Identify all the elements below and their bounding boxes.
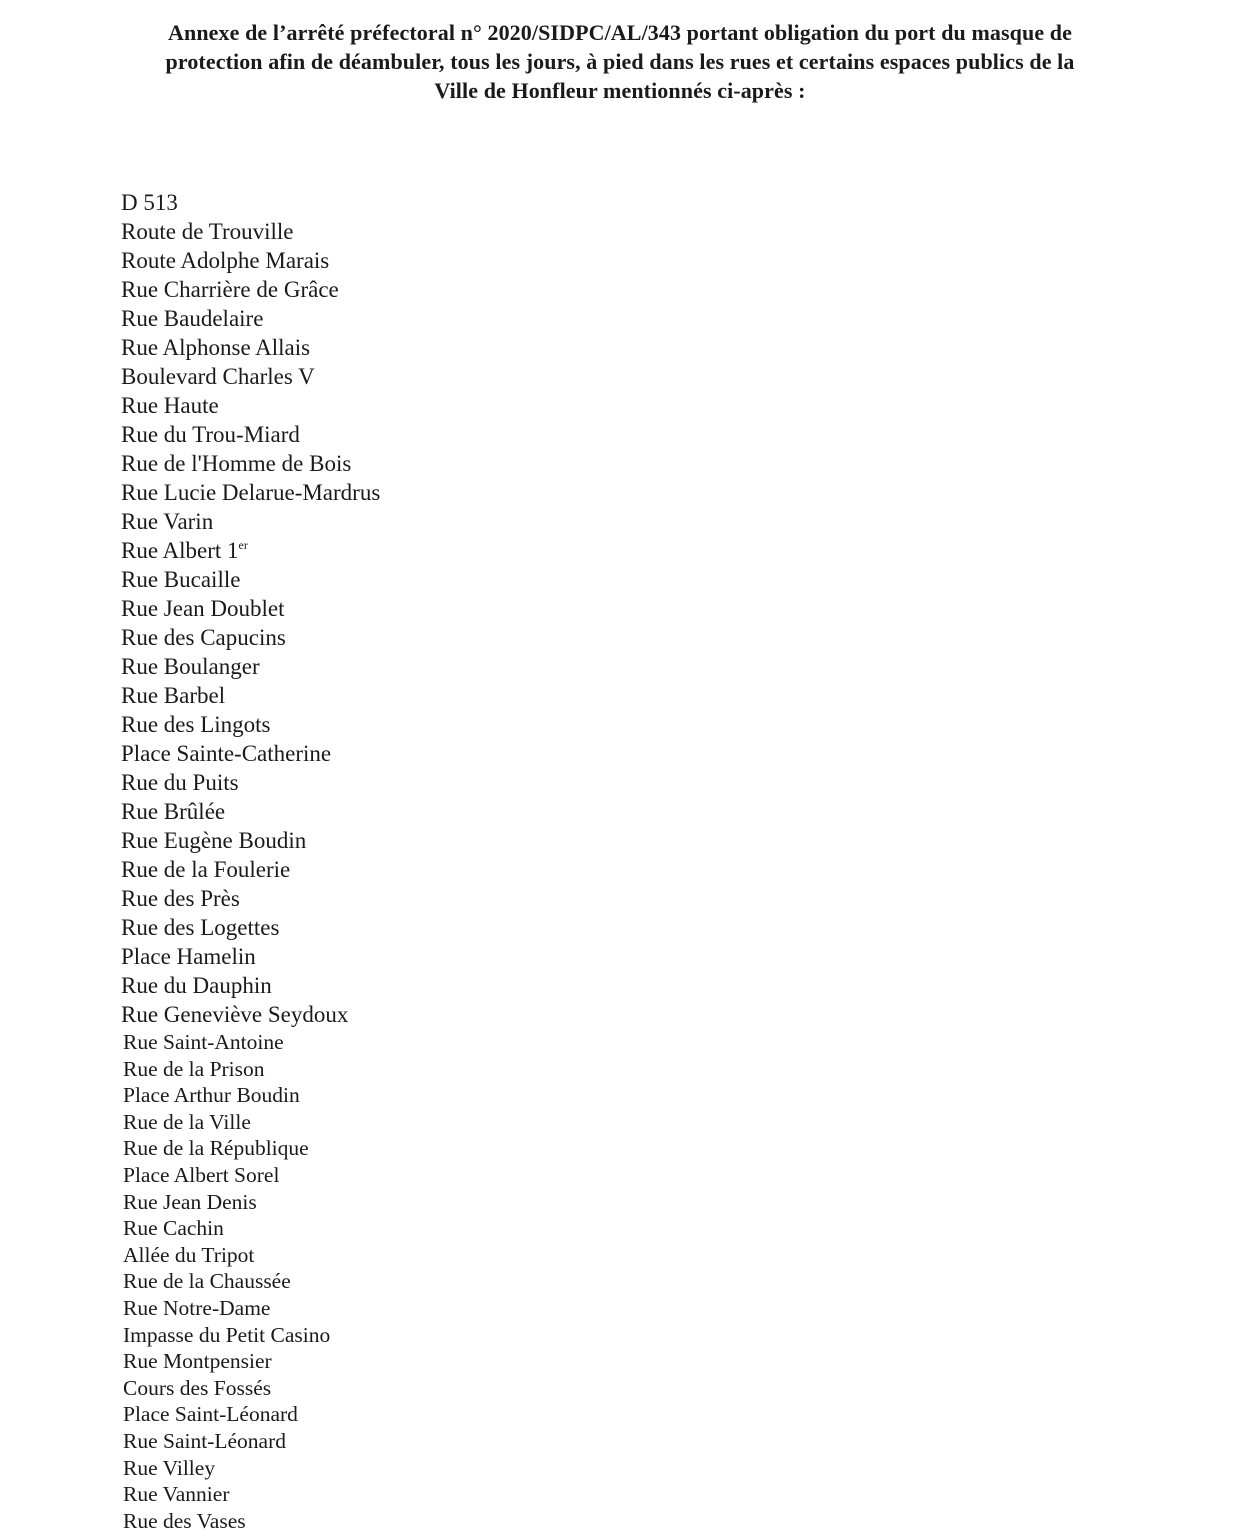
street-item xyxy=(121,1295,380,1322)
title-line-1: Annexe de l’arrêté préfectoral n° 2020/SIDPC/AL/343 portant obligation du port du masque de xyxy=(168,20,1072,45)
street-name: Rue de la Chaussée xyxy=(123,1269,291,1294)
street-name: Rue des Près xyxy=(121,886,240,911)
street-item xyxy=(121,275,380,304)
street-name: D 513 xyxy=(121,190,178,215)
street-name: Rue Cachin xyxy=(123,1216,224,1241)
street-name: Rue Villey xyxy=(123,1455,216,1480)
street-name: Rue du Trou-Miard xyxy=(121,422,300,447)
street-name: Rue des Vases xyxy=(123,1508,246,1533)
street-name: Route Adolphe Marais xyxy=(121,248,330,273)
street-item xyxy=(121,1348,380,1375)
street-item xyxy=(121,1268,380,1295)
street-item xyxy=(121,884,380,913)
street-name: Rue Jean Denis xyxy=(123,1189,257,1214)
street-name: Rue Lucie Delarue-Mardrus xyxy=(121,480,381,505)
street-name: Place Sainte-Catherine xyxy=(121,741,332,766)
street-item xyxy=(121,1029,380,1056)
street-item xyxy=(121,855,380,884)
document-title xyxy=(100,18,1140,105)
street-item xyxy=(121,1322,380,1349)
street-name: Boulevard Charles V xyxy=(121,364,315,389)
street-name: Rue Albert 1 xyxy=(121,538,239,563)
street-item xyxy=(121,333,380,362)
street-name: Rue Saint-Léonard xyxy=(123,1428,286,1453)
street-item xyxy=(121,1215,380,1242)
street-name: Rue Baudelaire xyxy=(121,306,264,331)
street-name: Rue des Capucins xyxy=(121,625,286,650)
street-name: Rue Bucaille xyxy=(121,567,241,592)
title-line-3: Ville de Honfleur mentionnés ci-après : xyxy=(434,78,806,103)
street-item xyxy=(121,449,380,478)
street-name: Place Albert Sorel xyxy=(123,1162,280,1187)
street-item xyxy=(121,971,380,1000)
street-name: Rue Boulanger xyxy=(121,654,260,679)
street-name: Rue des Logettes xyxy=(121,915,280,940)
street-item xyxy=(121,1082,380,1109)
street-item xyxy=(121,1455,380,1482)
street-name: Rue de la Ville xyxy=(123,1109,251,1134)
street-name: Place Saint-Léonard xyxy=(123,1402,298,1427)
street-item xyxy=(121,507,380,536)
street-item xyxy=(121,1056,380,1083)
street-item xyxy=(121,304,380,333)
street-item xyxy=(121,1508,380,1535)
street-item xyxy=(121,536,380,565)
street-list xyxy=(121,188,380,1534)
street-item xyxy=(121,710,380,739)
street-name: Rue Alphonse Allais xyxy=(121,335,311,360)
street-item xyxy=(121,1162,380,1189)
street-name: Rue Charrière de Grâce xyxy=(121,277,339,302)
street-item xyxy=(121,1000,380,1029)
street-name: Rue Geneviève Seydoux xyxy=(121,1002,349,1027)
street-name: Cours des Fossés xyxy=(123,1375,272,1400)
street-item xyxy=(121,942,380,971)
street-name: Rue du Puits xyxy=(121,770,239,795)
street-name: Rue de la Prison xyxy=(123,1056,265,1081)
street-name: Rue Notre-Dame xyxy=(123,1295,271,1320)
street-item xyxy=(121,826,380,855)
street-item xyxy=(121,362,380,391)
street-name: Rue Varin xyxy=(121,509,214,534)
street-item xyxy=(121,217,380,246)
street-item xyxy=(121,1401,380,1428)
street-name: Impasse du Petit Casino xyxy=(123,1322,331,1347)
street-name: Rue Vannier xyxy=(123,1482,230,1507)
street-item xyxy=(121,594,380,623)
street-name: Route de Trouville xyxy=(121,219,294,244)
street-item xyxy=(121,1481,380,1508)
street-item xyxy=(121,768,380,797)
street-name: Rue des Lingots xyxy=(121,712,271,737)
street-item xyxy=(121,1242,380,1269)
street-item xyxy=(121,652,380,681)
street-item xyxy=(121,1135,380,1162)
street-name: Rue du Dauphin xyxy=(121,973,272,998)
street-item xyxy=(121,1109,380,1136)
street-name: Rue Haute xyxy=(121,393,219,418)
street-name: Rue de l'Homme de Bois xyxy=(121,451,352,476)
street-name: Rue de la Foulerie xyxy=(121,857,291,882)
street-name: Rue Eugène Boudin xyxy=(121,828,307,853)
street-name: Rue Jean Doublet xyxy=(121,596,285,621)
street-name: Rue de la République xyxy=(123,1136,309,1161)
street-name: Place Arthur Boudin xyxy=(123,1083,300,1108)
street-item xyxy=(121,188,380,217)
street-item xyxy=(121,391,380,420)
street-name: Allée du Tripot xyxy=(123,1242,255,1267)
street-item xyxy=(121,739,380,768)
street-name: Rue Saint-Antoine xyxy=(123,1030,284,1054)
street-item xyxy=(121,565,380,594)
street-item xyxy=(121,913,380,942)
street-item xyxy=(121,1375,380,1402)
street-name: Rue Barbel xyxy=(121,683,226,708)
street-item xyxy=(121,246,380,275)
street-name: Rue Montpensier xyxy=(123,1349,272,1374)
street-item xyxy=(121,623,380,652)
street-item xyxy=(121,420,380,449)
street-item xyxy=(121,797,380,826)
title-line-2: protection afin de déambuler, tous les jours, à pied dans les rues et certains espaces publics de la xyxy=(165,49,1075,74)
street-superscript: er xyxy=(238,538,248,552)
street-name: Place Hamelin xyxy=(121,944,256,969)
street-item xyxy=(121,1428,380,1455)
street-item xyxy=(121,681,380,710)
street-name: Rue Brûlée xyxy=(121,799,226,824)
street-item xyxy=(121,1189,380,1216)
street-item xyxy=(121,478,380,507)
